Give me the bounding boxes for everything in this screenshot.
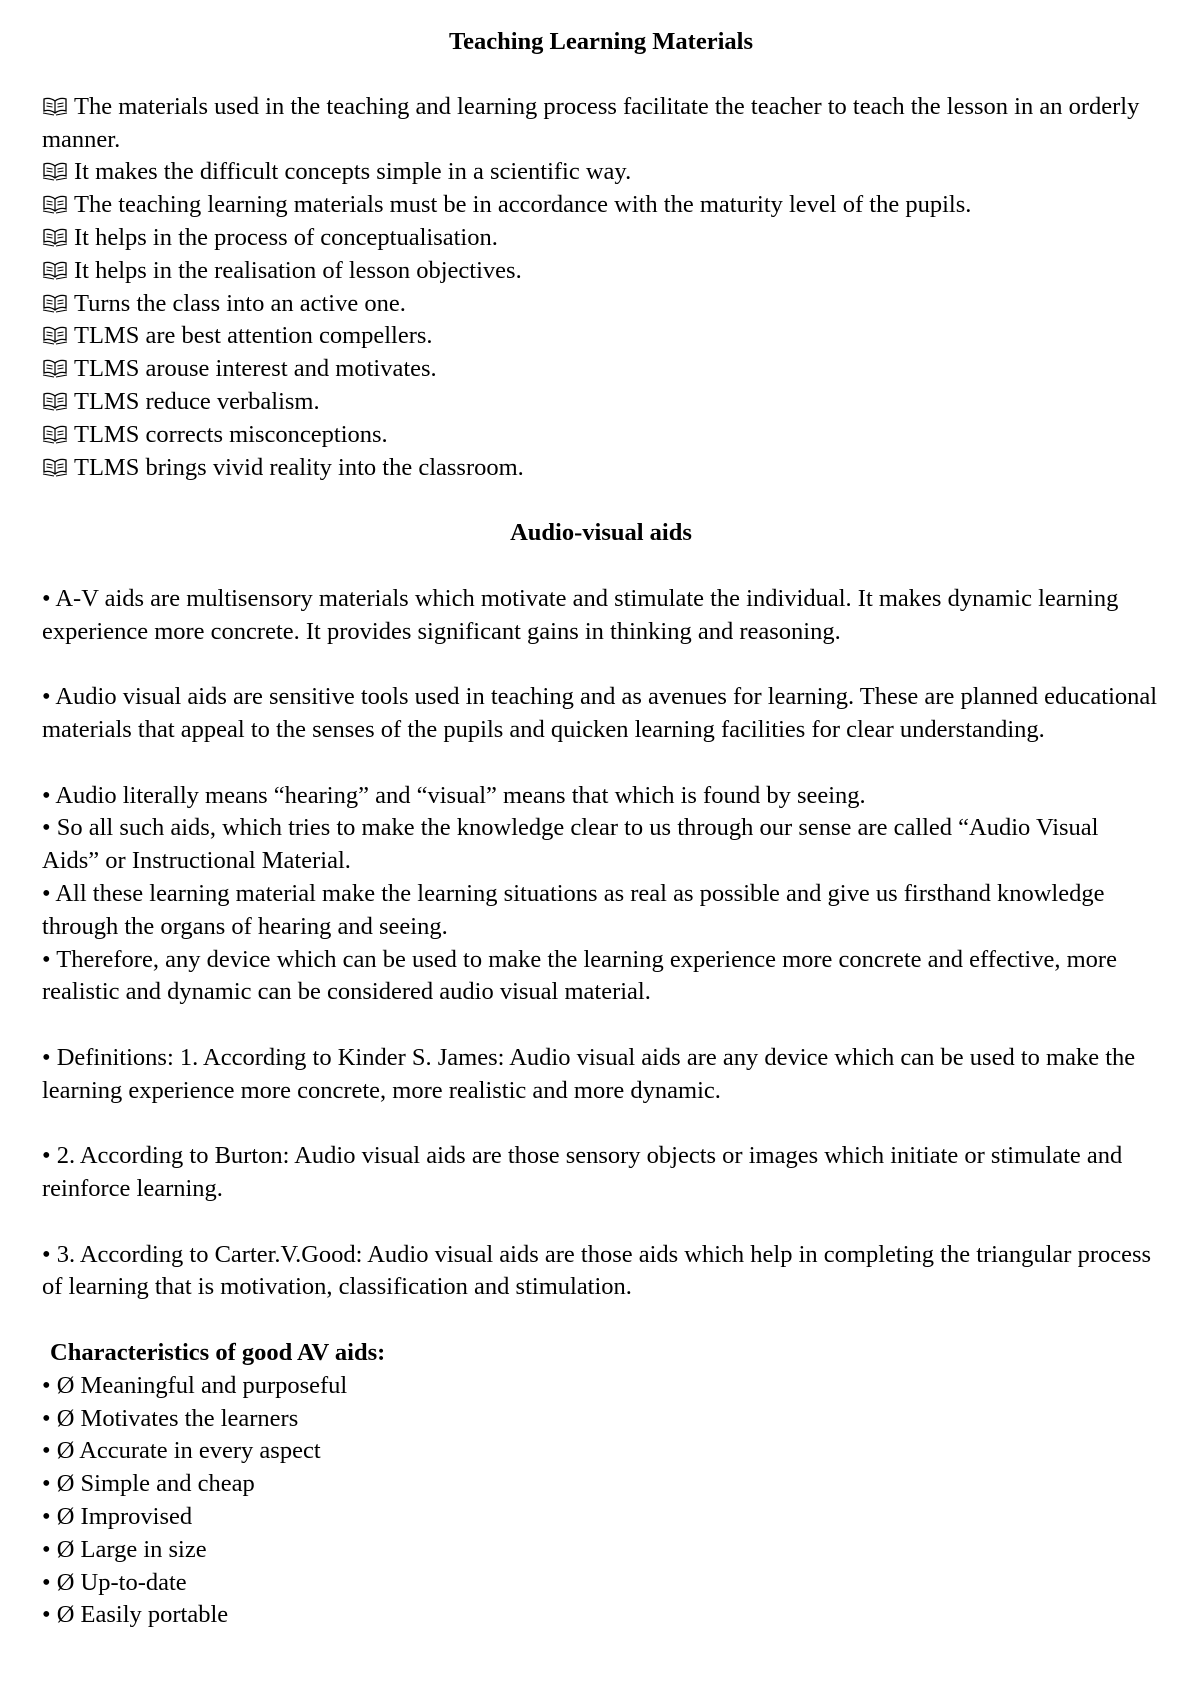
av-bullet-text: 3. According to Carter.V.Good: Audio visual aids are those aids which help in completing the triangular process of learning that is motivation, classification and stimulation. (42, 1240, 1152, 1301)
characteristic-text: Up-to-date (80, 1568, 187, 1596)
bullet-glyph: • (42, 1240, 51, 1268)
tlm-item-text: The teaching learning materials must be in accordance with the maturity level of the pupils. (74, 191, 972, 219)
tlm-list-item (42, 419, 1160, 452)
spacer (42, 648, 1160, 681)
tlm-item-text: It helps in the process of conceptualisation. (74, 223, 498, 251)
av-bullet-text: Audio visual aids are sensitive tools used in teaching and as avenues for learning. These are planned educational materials that appeal to the senses of the pupils and quicken learning facilities for clear understanding. (42, 683, 1158, 743)
av-paragraph (42, 681, 1160, 747)
tlm-list-item (42, 452, 1160, 485)
av-bullet-text: All these learning material make the learning situations as real as possible and give us firsthand knowledge through the organs of hearing and seeing. (42, 879, 1105, 940)
av-bullet-item (42, 812, 1160, 878)
av-bullet-item (42, 681, 1160, 747)
tlm-list-item (42, 156, 1160, 189)
spacer (42, 550, 1160, 583)
open-book-icon (42, 424, 68, 444)
characteristic-item (42, 1403, 1160, 1436)
tlm-item-text: TLMS corrects misconceptions. (74, 420, 388, 448)
characteristic-marker: Ø (56, 1437, 75, 1465)
tlm-item-text: TLMS arouse interest and motivates. (74, 355, 437, 383)
characteristic-marker: Ø (56, 1470, 75, 1498)
open-book-icon (42, 325, 68, 345)
av-bullet-text: 2. According to Burton: Audio visual aids are those sensory objects or images which initiate or stimulate and reinforce learning. (42, 1142, 1123, 1203)
av-bullet-item (42, 583, 1160, 649)
av-heading: Audio-visual aids (510, 519, 692, 547)
characteristic-text: Easily portable (80, 1601, 229, 1629)
open-book-icon (42, 260, 68, 280)
characteristic-marker: Ø (56, 1601, 75, 1629)
characteristic-marker: Ø (56, 1568, 75, 1596)
characteristic-item (42, 1599, 1160, 1632)
bullet-glyph: • (42, 781, 51, 809)
tlm-list-item (42, 255, 1160, 288)
tlm-item-text: It helps in the realisation of lesson objectives. (74, 256, 522, 284)
av-bullet-item (42, 780, 1160, 813)
open-book-icon (42, 358, 68, 378)
bullet-glyph: • (42, 1601, 51, 1629)
characteristic-item (42, 1567, 1160, 1600)
av-paragraph (42, 583, 1160, 649)
tlm-item-text: The materials used in the teaching and learning process facilitate the teacher to teach the lesson in an orderly manner. (42, 92, 1140, 153)
open-book-icon (42, 194, 68, 214)
characteristic-item (42, 1435, 1160, 1468)
open-book-icon (42, 227, 68, 247)
tlm-item-text: It makes the difficult concepts simple in a scientific way. (74, 158, 632, 186)
open-book-icon (42, 96, 68, 116)
spacer (42, 484, 1160, 517)
bullet-glyph: • (42, 945, 51, 973)
bullet-glyph: • (42, 1404, 51, 1432)
av-bullet-item (42, 944, 1160, 1010)
open-book-icon (42, 293, 68, 313)
characteristics-list (42, 1370, 1160, 1632)
bullet-glyph: • (42, 879, 51, 907)
spacer (42, 1304, 1160, 1337)
characteristic-marker: Ø (56, 1503, 75, 1531)
tlm-list-item (42, 189, 1160, 222)
bullet-glyph: • (42, 1503, 51, 1531)
characteristic-text: Simple and cheap (80, 1470, 255, 1498)
av-paragraph (42, 1140, 1160, 1206)
bullet-glyph: • (42, 1142, 51, 1170)
bullet-glyph: • (42, 1371, 51, 1399)
tlm-list-item (42, 91, 1160, 157)
av-bullet-text: Audio literally means “hearing” and “visual” means that which is found by seeing. (55, 781, 866, 809)
tlm-item-text: Turns the class into an active one. (74, 289, 406, 317)
characteristic-item (42, 1501, 1160, 1534)
av-bullet-text: Definitions: 1. According to Kinder S. James: Audio visual aids are any device which can be used to make the learning experience more concrete, more realistic and more dynamic. (42, 1043, 1136, 1104)
av-bullet-text: So all such aids, which tries to make the knowledge clear to us through our sense are called “Audio Visual Aids” or Instructional Material. (42, 814, 1099, 875)
characteristic-item (42, 1534, 1160, 1567)
av-paragraphs (42, 583, 1160, 1305)
tlm-list-item (42, 288, 1160, 321)
spacer (42, 1009, 1160, 1042)
characteristic-text: Large in size (80, 1535, 207, 1563)
bullet-glyph: • (42, 814, 51, 842)
characteristic-text: Meaningful and purposeful (80, 1371, 348, 1399)
bullet-glyph: • (42, 1535, 51, 1563)
bullet-glyph: • (42, 683, 51, 711)
av-bullet-item (42, 878, 1160, 944)
bullet-glyph: • (42, 1043, 51, 1071)
av-bullet-item (42, 1042, 1160, 1108)
characteristic-item (42, 1370, 1160, 1403)
page-title: Teaching Learning Materials (449, 28, 753, 55)
characteristic-text: Improvised (80, 1503, 193, 1531)
av-bullet-text: Therefore, any device which can be used to make the learning experience more concrete and effective, more realistic and dynamic can be considered audio visual material. (42, 945, 1117, 1006)
open-book-icon (42, 161, 68, 181)
av-bullet-item (42, 1239, 1160, 1305)
bullet-glyph: • (42, 1470, 51, 1498)
spacer (42, 1206, 1160, 1239)
open-book-icon (42, 457, 68, 477)
tlm-item-text: TLMS are best attention compellers. (74, 322, 433, 350)
tlm-list-item (42, 386, 1160, 419)
characteristic-marker: Ø (56, 1404, 75, 1432)
spacer (42, 747, 1160, 780)
av-paragraph (42, 1042, 1160, 1108)
tlm-list-item (42, 222, 1160, 255)
characteristics-heading: Characteristics of good AV aids: (50, 1339, 386, 1367)
characteristic-marker: Ø (56, 1535, 75, 1563)
spacer (42, 1108, 1160, 1141)
av-bullet-text: A-V aids are multisensory materials which motivate and stimulate the individual. It makes dynamic learning experience more concrete. It provides significant gains in thinking and reasoning. (42, 584, 1119, 645)
tlm-list-item (42, 320, 1160, 353)
tlm-list-item (42, 353, 1160, 386)
characteristic-marker: Ø (56, 1371, 75, 1399)
av-paragraph (42, 780, 1160, 1010)
characteristic-text: Motivates the learners (80, 1404, 299, 1432)
tlm-item-text: TLMS reduce verbalism. (74, 387, 320, 415)
av-bullet-item (42, 1140, 1160, 1206)
av-paragraph (42, 1239, 1160, 1305)
characteristic-item (42, 1468, 1160, 1501)
bullet-glyph: • (42, 1568, 51, 1596)
bullet-glyph: • (42, 584, 51, 612)
characteristic-text: Accurate in every aspect (79, 1437, 321, 1465)
bullet-glyph: • (42, 1437, 51, 1465)
tlm-list (42, 91, 1160, 485)
open-book-icon (42, 391, 68, 411)
tlm-item-text: TLMS brings vivid reality into the classroom. (74, 453, 524, 481)
